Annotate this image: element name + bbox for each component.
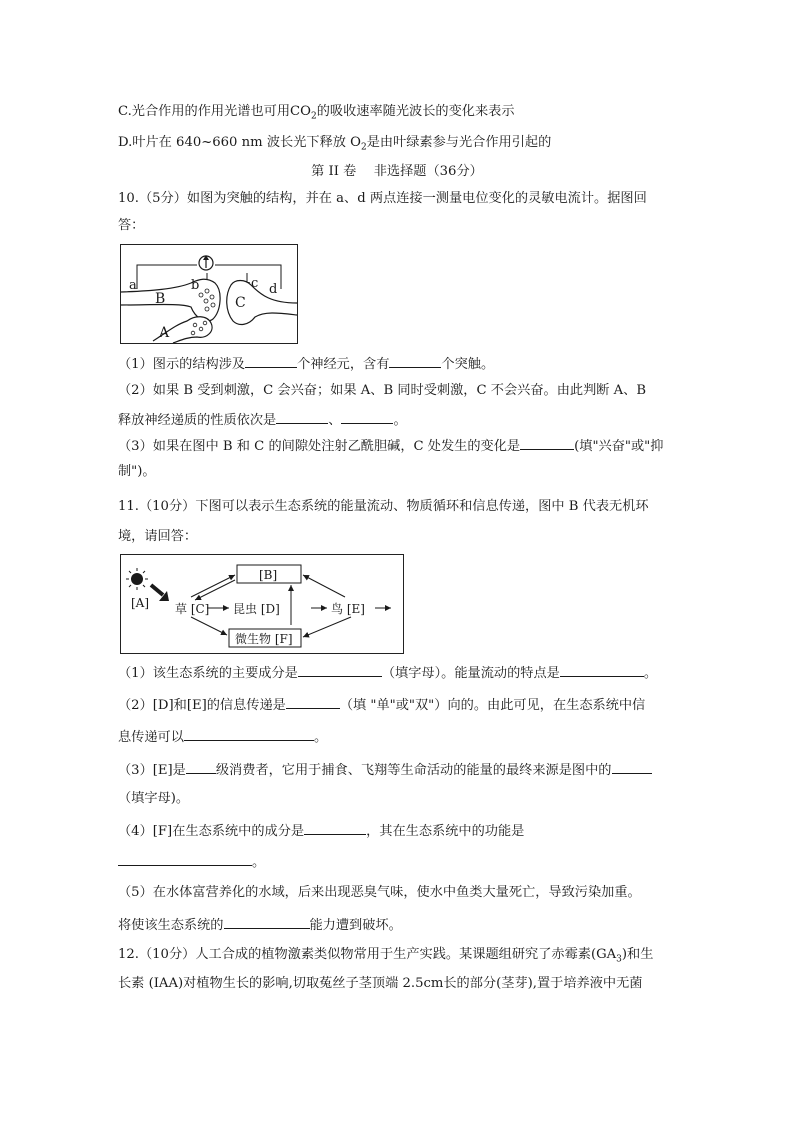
answer-blank[interactable]: [389, 353, 441, 368]
q12-stem-line-2: 长素 (IAA)对植物生长的影响,切取菟丝子茎顶端 2.5cm长的部分(茎芽),置于培养液中无菌: [118, 976, 643, 991]
label-grass: 草 [C]: [175, 602, 210, 616]
answer-blank[interactable]: [520, 435, 574, 450]
label-insect: 昆虫 [D]: [233, 602, 280, 616]
option-c-subscript: 2: [310, 111, 317, 122]
q12-stem-line-1: 12.（10分）人工合成的植物激素类似物常用于生产实践。某课题组研究了赤霉素$(GA_3)$和生: [118, 947, 654, 965]
label-neuron-c: C: [235, 295, 246, 311]
answer-blank[interactable]: [186, 759, 216, 774]
label-b: [B]: [259, 568, 278, 582]
label-c: c: [251, 276, 259, 291]
label-neuron-a: A: [159, 325, 170, 341]
q10-stem-line-2: 答：: [118, 218, 145, 233]
answer-blank[interactable]: [286, 694, 340, 709]
synapse-figure: [120, 244, 298, 344]
ecosystem-figure: [120, 554, 404, 654]
q11-part-2-line-2: 息传递可以 。: [118, 726, 327, 748]
label-a: a: [129, 278, 137, 293]
q10-stem-line-1: 10.（5分）如图为突触的结构，并在 a、d 两点连接一测量电位变化的灵敏电流计。据图回: [118, 191, 647, 206]
q11-part-5-line-2: 将使该生态系统的 能力遭到破坏。: [118, 914, 402, 936]
answer-blank[interactable]: [184, 726, 314, 741]
q11-part-4-line-1: （4）[F]在生态系统中的成分是 ，其在生态系统中的功能是: [118, 820, 524, 842]
answer-blank[interactable]: [245, 353, 297, 368]
option-c-text: C.光合作用的作用光谱也可用CO: [118, 104, 311, 119]
q10-part-1: （1）图示的结构涉及 个神经元，含有 个突触。: [118, 353, 494, 375]
option-d-subscript: 2: [360, 142, 367, 153]
q10-part-3-line-2: 制")。: [118, 464, 156, 479]
label-d: d: [269, 282, 278, 297]
q11-stem-line-1: 11.（10分）下图可以表示生态系统的能量流动、物质循环和信息传递，图中 B 代表无机环: [118, 499, 649, 514]
answer-blank[interactable]: [276, 409, 328, 424]
ecosystem-diagram: [121, 555, 403, 653]
answer-blank[interactable]: [612, 759, 652, 774]
q11-part-1: （1）该生态系统的主要成分是 （填字母）。能量流动的特点是 。: [118, 662, 657, 684]
answer-blank[interactable]: [298, 662, 382, 677]
label-bird: 鸟 [E]: [331, 602, 365, 616]
q10-part-2-line-1: （2）如果 B 受到刺激，C 会兴奋；如果 A、B 同时受刺激，C 不会兴奋。由此判断 A、B: [118, 383, 647, 398]
label-a: [A]: [131, 596, 150, 610]
q10-part-3-line-1: （3）如果在图中 B 和 C 的间隙处注射乙酰胆碱，C 处发生的变化是 (填"兴奋"或"抑: [118, 435, 663, 457]
q11-part-3-line-2: （填字母)。: [118, 791, 190, 806]
q11-part-5-line-1: （5）在水体富营养化的水域，后来出现恶臭气味，使水中鱼类大量死亡，导致污染加重。: [118, 885, 641, 900]
option-c: [118, 102, 515, 122]
q11-part-4-line-2: 。: [118, 851, 265, 873]
option-d-text-end: 是由叶绿素参与光合作用引起的: [366, 135, 552, 150]
option-c-text-end: 的吸收速率随光波长的变化来表示: [316, 104, 515, 119]
q11-part-3-line-1: （3）[E]是 级消费者，它用于捕食、飞翔等生命活动的能量的最终来源是图中的: [118, 759, 652, 781]
q10-part-2-line-2: 释放神经递质的性质依次是 、 。: [118, 409, 407, 431]
synapse-diagram: [121, 245, 297, 343]
answer-blank[interactable]: [118, 851, 252, 866]
answer-blank[interactable]: [341, 409, 393, 424]
q11-stem-line-2: 境，请回答：: [118, 529, 198, 544]
answer-blank[interactable]: [304, 820, 366, 835]
sun-icon: [126, 568, 148, 590]
option-d-text: D.叶片在 640~660 nm 波长光下释放 O: [118, 135, 361, 150]
label-microbe: 微生物 [F]: [235, 632, 293, 646]
label-neuron-b: B: [155, 291, 166, 307]
answer-blank[interactable]: [560, 662, 644, 677]
section-header: 第 II 卷 非选择题（36分）: [311, 164, 483, 179]
q11-part-2-line-1: （2）[D]和[E]的信息传递是 （填 "单"或"双"）向的。由此可见，在生态系统中信: [118, 694, 645, 716]
label-b: b: [191, 278, 200, 293]
answer-blank[interactable]: [224, 914, 310, 929]
option-d: [118, 133, 551, 153]
